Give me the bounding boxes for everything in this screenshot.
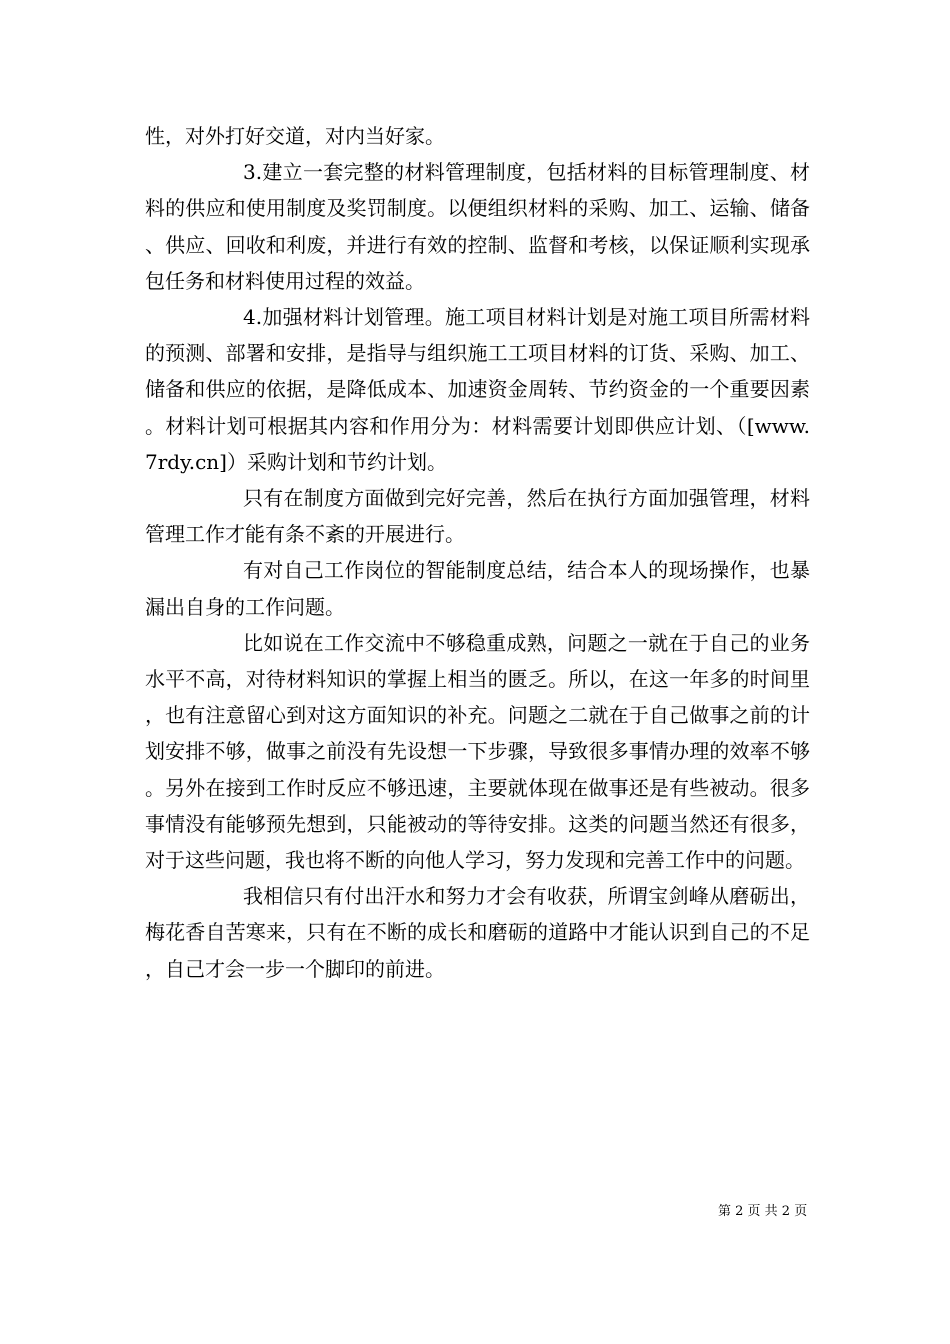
document-body bbox=[145, 118, 810, 987]
paragraph-continuation: 性，对外打好交道，对内当好家。 bbox=[145, 124, 445, 148]
paragraph-material-system: 3.建立一套完整的材料管理制度，包括材料的目标管理制度、材料的供应和使用制度及奖罚制度。以便组织材料的采购、加工、运输、储备、供应、回收和利废，并进行有效的控制、监督和考核，以保证顺利实现承包任务和材料使用过程的效益。 bbox=[145, 160, 810, 293]
paragraph-material-plan: 4.加强材料计划管理。施工项目材料计划是对施工项目所需材料的预测、部署和安排，是指导与组织施工工项目材料的订货、采购、加工、储备和供应的依据，是降低成本、加速资金周转、节约资金的一个重要因素。材料计划可根据其内容和作用分为：材料需要计划即供应计划、（[www.7rdy.cn]）采购计划和节约计划。 bbox=[145, 305, 810, 474]
paragraph-system-summary: 只有在制度方面做到完好完善，然后在执行方面加强管理，材料管理工作才能有条不紊的开展进行。 bbox=[145, 486, 810, 547]
paragraph-conclusion: 我相信只有付出汗水和努力才会有收获，所谓宝剑峰从磨砺出，梅花香自苦寒来，只有在不断的成长和磨砺的道路中才能认识到自己的不足，自己才会一步一个脚印的前进。 bbox=[145, 884, 810, 981]
page-number-footer: 第 2 页 共 2 页 bbox=[718, 1204, 808, 1219]
paragraph-problem-details: 比如说在工作交流中不够稳重成熟，问题之一就在于自己的业务水平不高，对待材料知识的掌握上相当的匮乏。所以，在这一年多的时间里，也有注意留心到对这方面知识的补充。问题之二就在于自己做事之前的计划安排不够，做事之前没有先设想一下步骤，导致很多事情办理的效率不够。另外在接到工作时反应不够迅速，主要就体现在做事还是有些被动。很多事情没有能够预先想到，只能被动的等待安排。这类的问题当然还有很多，对于这些问题，我也将不断的向他人学习，努力发现和完善工作中的问题。 bbox=[145, 630, 810, 873]
paragraph-work-problems: 有对自己工作岗位的智能制度总结，结合本人的现场操作，也暴漏出自身的工作问题。 bbox=[145, 558, 810, 619]
